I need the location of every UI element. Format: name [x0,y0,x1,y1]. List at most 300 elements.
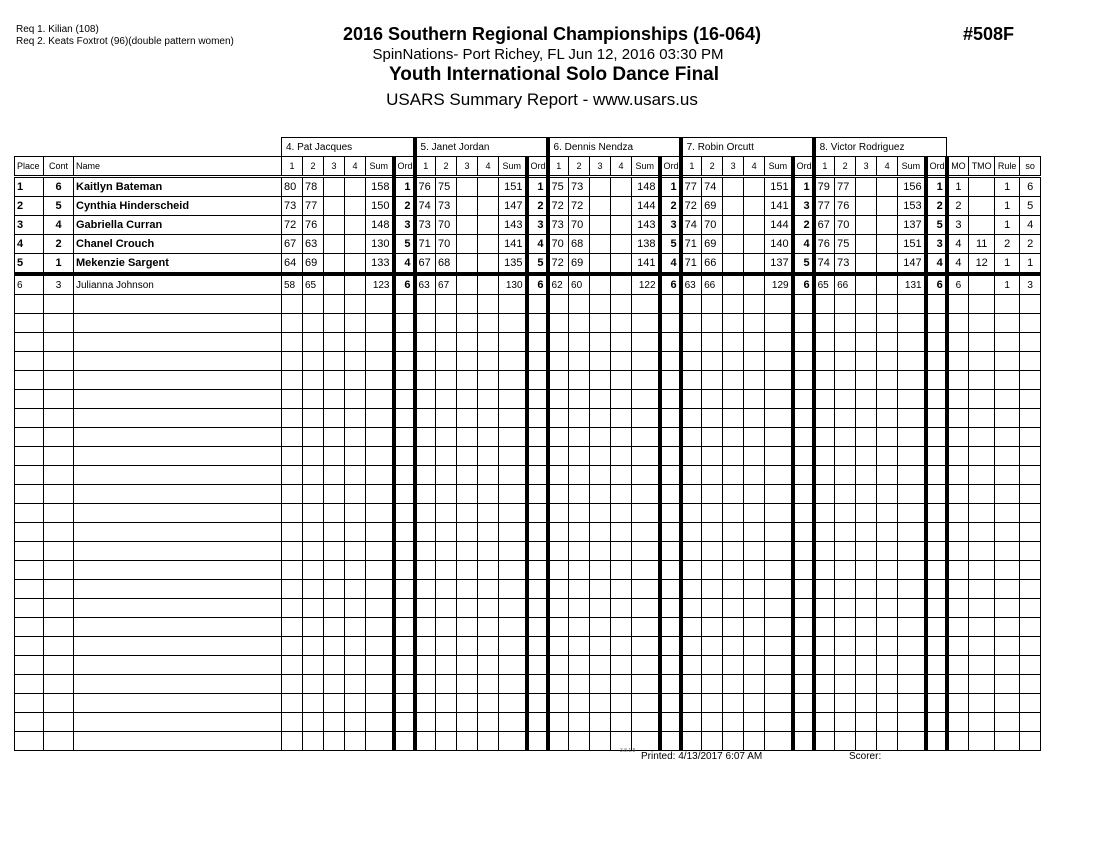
score-cell: 80 [282,177,303,197]
empty-cell [282,656,303,675]
empty-cell [44,504,74,523]
empty-cell [969,390,995,409]
empty-cell [394,637,415,656]
empty-cell [1020,618,1041,637]
empty-cell [744,713,765,732]
empty-cell [74,599,282,618]
empty-cell [1020,485,1041,504]
empty-cell [569,390,590,409]
empty-cell [793,352,814,371]
empty-cell [702,466,723,485]
empty-cell [814,675,835,694]
empty-cell [478,561,499,580]
header-cont: Cont [44,157,74,177]
empty-cell [74,295,282,314]
empty-cell [723,314,744,333]
empty-cell [681,485,702,504]
empty-cell [681,409,702,428]
empty-cell [611,295,632,314]
empty-cell [765,694,793,713]
empty-cell [702,656,723,675]
empty-cell [877,637,898,656]
empty-cell [723,485,744,504]
empty-cell [835,675,856,694]
empty-cell [527,637,548,656]
empty-cell [765,542,793,561]
header-judge-1: 1 [548,157,569,177]
sum-cell: 131 [898,274,926,295]
empty-cell [926,428,947,447]
empty-cell [765,466,793,485]
empty-cell [324,580,345,599]
empty-cell [457,542,478,561]
ordinal-cell: 6 [793,274,814,295]
ordinal-cell: 2 [926,197,947,216]
score-cell: 67 [436,274,457,295]
ordinal-cell: 5 [394,235,415,254]
empty-cell [856,675,877,694]
header-judge-1: 1 [282,157,303,177]
empty-cell [856,713,877,732]
empty-cell [835,295,856,314]
empty-cell [478,542,499,561]
empty-cell [611,504,632,523]
empty-cell [814,352,835,371]
empty-cell [660,656,681,675]
empty-cell [457,656,478,675]
empty-cell [15,599,44,618]
empty-cell [814,561,835,580]
empty-cell [15,371,44,390]
score-cell [877,216,898,235]
empty-cell [303,314,324,333]
table-row [15,216,1041,235]
empty-cell [548,561,569,580]
empty-cell [499,713,527,732]
empty-cell [926,580,947,599]
empty-cell [877,713,898,732]
score-cell: 63 [681,274,702,295]
empty-cell [723,371,744,390]
empty-cell [548,428,569,447]
empty-cell [611,485,632,504]
empty-cell [74,618,282,637]
empty-cell [527,409,548,428]
empty-row [15,428,1041,447]
empty-cell [793,618,814,637]
empty-cell [457,447,478,466]
empty-cell [660,314,681,333]
sum-cell: 156 [898,177,926,197]
empty-cell [436,561,457,580]
empty-cell [436,637,457,656]
empty-cell [995,637,1020,656]
empty-cell [415,675,436,694]
empty-cell [478,314,499,333]
empty-cell [569,504,590,523]
empty-cell [527,675,548,694]
empty-cell [814,314,835,333]
score-cell: 72 [548,254,569,275]
empty-cell [44,675,74,694]
score-cell [877,254,898,275]
empty-cell [744,371,765,390]
empty-cell [436,504,457,523]
judge-name: 7. Robin Orcutt [681,138,814,157]
score-cell [457,235,478,254]
score-cell [324,254,345,275]
empty-row [15,333,1041,352]
empty-cell [744,466,765,485]
empty-cell [394,390,415,409]
empty-row [15,295,1041,314]
empty-cell [611,713,632,732]
empty-cell [282,428,303,447]
empty-cell [793,333,814,352]
empty-cell [744,333,765,352]
empty-cell [856,371,877,390]
empty-cell [44,523,74,542]
empty-cell [415,390,436,409]
empty-cell [814,409,835,428]
empty-cell [723,637,744,656]
empty-cell [926,694,947,713]
empty-cell [793,504,814,523]
empty-cell [969,333,995,352]
empty-cell [995,599,1020,618]
score-cell: 73 [569,177,590,197]
empty-cell [744,409,765,428]
empty-cell [947,390,969,409]
empty-cell [660,580,681,599]
empty-cell [527,428,548,447]
empty-cell [303,504,324,523]
empty-cell [282,447,303,466]
empty-cell [436,447,457,466]
empty-cell [702,618,723,637]
empty-cell [814,333,835,352]
empty-cell [898,523,926,542]
empty-cell [995,694,1020,713]
empty-cell [527,390,548,409]
empty-cell [415,504,436,523]
empty-cell [995,580,1020,599]
score-cell [324,274,345,295]
empty-cell [44,371,74,390]
ordinal-cell: 4 [394,254,415,275]
place-cell: 5 [15,254,44,275]
empty-cell [702,390,723,409]
ordinal-cell: 2 [394,197,415,216]
empty-cell [765,333,793,352]
empty-cell [415,485,436,504]
score-cell [611,235,632,254]
empty-cell [660,732,681,751]
score-cell [345,216,366,235]
empty-cell [744,390,765,409]
empty-cell [611,599,632,618]
empty-cell [282,466,303,485]
empty-cell [590,694,611,713]
empty-cell [303,580,324,599]
score-cell [611,274,632,295]
empty-cell [856,485,877,504]
empty-cell [877,618,898,637]
empty-cell [723,409,744,428]
empty-cell [969,447,995,466]
empty-cell [569,713,590,732]
ordinal-cell: 3 [660,216,681,235]
empty-cell [702,428,723,447]
empty-cell [835,637,856,656]
ordinal-cell: 4 [793,235,814,254]
empty-cell [324,390,345,409]
mo-cell: 4 [947,254,969,275]
empty-cell [15,409,44,428]
empty-cell [478,713,499,732]
empty-cell [1020,314,1041,333]
empty-cell [324,618,345,637]
empty-cell [436,618,457,637]
empty-cell [569,675,590,694]
empty-cell [478,694,499,713]
empty-cell [995,618,1020,637]
empty-cell [324,447,345,466]
empty-cell [765,732,793,751]
empty-cell [499,428,527,447]
score-cell: 74 [681,216,702,235]
empty-cell [835,523,856,542]
empty-cell [324,428,345,447]
empty-cell [660,409,681,428]
empty-cell [898,542,926,561]
empty-cell [898,333,926,352]
empty-row [15,352,1041,371]
empty-cell [548,675,569,694]
empty-cell [877,371,898,390]
empty-cell [15,504,44,523]
empty-cell [1020,713,1041,732]
empty-cell [282,675,303,694]
ordinal-cell: 6 [394,274,415,295]
empty-cell [926,485,947,504]
empty-cell [44,352,74,371]
empty-cell [814,732,835,751]
empty-cell [793,656,814,675]
empty-cell [969,504,995,523]
empty-cell [1020,580,1041,599]
empty-cell [590,561,611,580]
empty-cell [345,428,366,447]
empty-cell [436,523,457,542]
empty-cell [74,580,282,599]
empty-cell [436,580,457,599]
empty-cell [969,428,995,447]
empty-cell [856,599,877,618]
empty-cell [702,732,723,751]
empty-cell [478,599,499,618]
empty-cell [415,561,436,580]
empty-cell [415,637,436,656]
empty-cell [898,694,926,713]
empty-cell [632,580,660,599]
empty-cell [457,295,478,314]
score-cell [457,274,478,295]
score-cell: 66 [835,274,856,295]
empty-cell [681,333,702,352]
tmo-cell [969,177,995,197]
empty-cell [765,637,793,656]
empty-cell [856,523,877,542]
header-judge-ord: Ord [793,157,814,177]
empty-cell [499,599,527,618]
cont-cell: 1 [44,254,74,275]
empty-cell [814,694,835,713]
empty-cell [499,732,527,751]
empty-cell [793,580,814,599]
empty-cell [44,561,74,580]
empty-cell [527,371,548,390]
empty-cell [744,314,765,333]
header-judge-sum: Sum [499,157,527,177]
empty-cell [74,675,282,694]
empty-cell [856,352,877,371]
empty-cell [478,352,499,371]
score-cell: 69 [702,197,723,216]
empty-cell [548,580,569,599]
empty-cell [345,447,366,466]
empty-cell [856,580,877,599]
empty-cell [590,447,611,466]
empty-cell [765,618,793,637]
empty-cell [548,333,569,352]
empty-cell [723,542,744,561]
empty-cell [548,409,569,428]
event-number: #508F [963,24,1015,44]
empty-cell [366,371,394,390]
score-cell: 68 [569,235,590,254]
tmo-cell [969,274,995,295]
empty-cell [282,333,303,352]
empty-cell [282,694,303,713]
empty-cell [394,694,415,713]
empty-cell [527,333,548,352]
empty-cell [856,561,877,580]
empty-row [15,409,1041,428]
empty-cell [74,732,282,751]
empty-cell [324,409,345,428]
empty-cell [324,561,345,580]
empty-cell [436,675,457,694]
empty-cell [835,504,856,523]
empty-cell [898,295,926,314]
cont-cell: 6 [44,177,74,197]
empty-cell [569,694,590,713]
empty-cell [415,371,436,390]
empty-cell [995,523,1020,542]
empty-cell [590,523,611,542]
empty-cell [611,314,632,333]
empty-cell [660,428,681,447]
empty-cell [765,713,793,732]
empty-cell [282,371,303,390]
empty-cell [366,504,394,523]
empty-cell [793,314,814,333]
empty-cell [877,694,898,713]
empty-cell [1020,333,1041,352]
empty-cell [394,333,415,352]
empty-cell [765,675,793,694]
empty-cell [436,333,457,352]
empty-cell [744,428,765,447]
empty-cell [366,675,394,694]
empty-cell [44,542,74,561]
sum-cell: 141 [632,254,660,275]
tmo-cell [969,197,995,216]
score-cell: 73 [436,197,457,216]
empty-cell [457,675,478,694]
empty-cell [44,428,74,447]
empty-cell [74,523,282,542]
empty-cell [632,732,660,751]
empty-cell [590,428,611,447]
empty-cell [282,352,303,371]
score-cell: 75 [835,235,856,254]
empty-cell [527,466,548,485]
empty-cell [947,466,969,485]
score-cell [877,274,898,295]
empty-cell [303,333,324,352]
empty-cell [394,447,415,466]
empty-cell [569,599,590,618]
empty-cell [947,542,969,561]
score-cell: 76 [303,216,324,235]
empty-cell [632,390,660,409]
empty-cell [995,352,1020,371]
empty-cell [478,504,499,523]
empty-cell [611,675,632,694]
empty-cell [527,599,548,618]
empty-cell [632,542,660,561]
empty-cell [681,504,702,523]
sum-cell: 137 [898,216,926,235]
empty-cell [499,523,527,542]
sum-cell: 151 [765,177,793,197]
skater-name: Gabriella Curran [74,216,282,235]
empty-cell [723,295,744,314]
empty-cell [345,713,366,732]
empty-cell [856,637,877,656]
empty-cell [415,542,436,561]
empty-cell [995,295,1020,314]
empty-cell [947,409,969,428]
empty-cell [835,656,856,675]
empty-cell [947,561,969,580]
empty-cell [702,675,723,694]
sum-cell: 130 [499,274,527,295]
empty-cell [457,428,478,447]
score-cell [478,274,499,295]
ordinal-cell: 2 [527,197,548,216]
score-cell [590,216,611,235]
empty-cell [457,504,478,523]
empty-cell [527,485,548,504]
empty-cell [926,371,947,390]
empty-cell [548,390,569,409]
empty-cell [548,542,569,561]
sum-cell: 129 [765,274,793,295]
empty-cell [394,409,415,428]
